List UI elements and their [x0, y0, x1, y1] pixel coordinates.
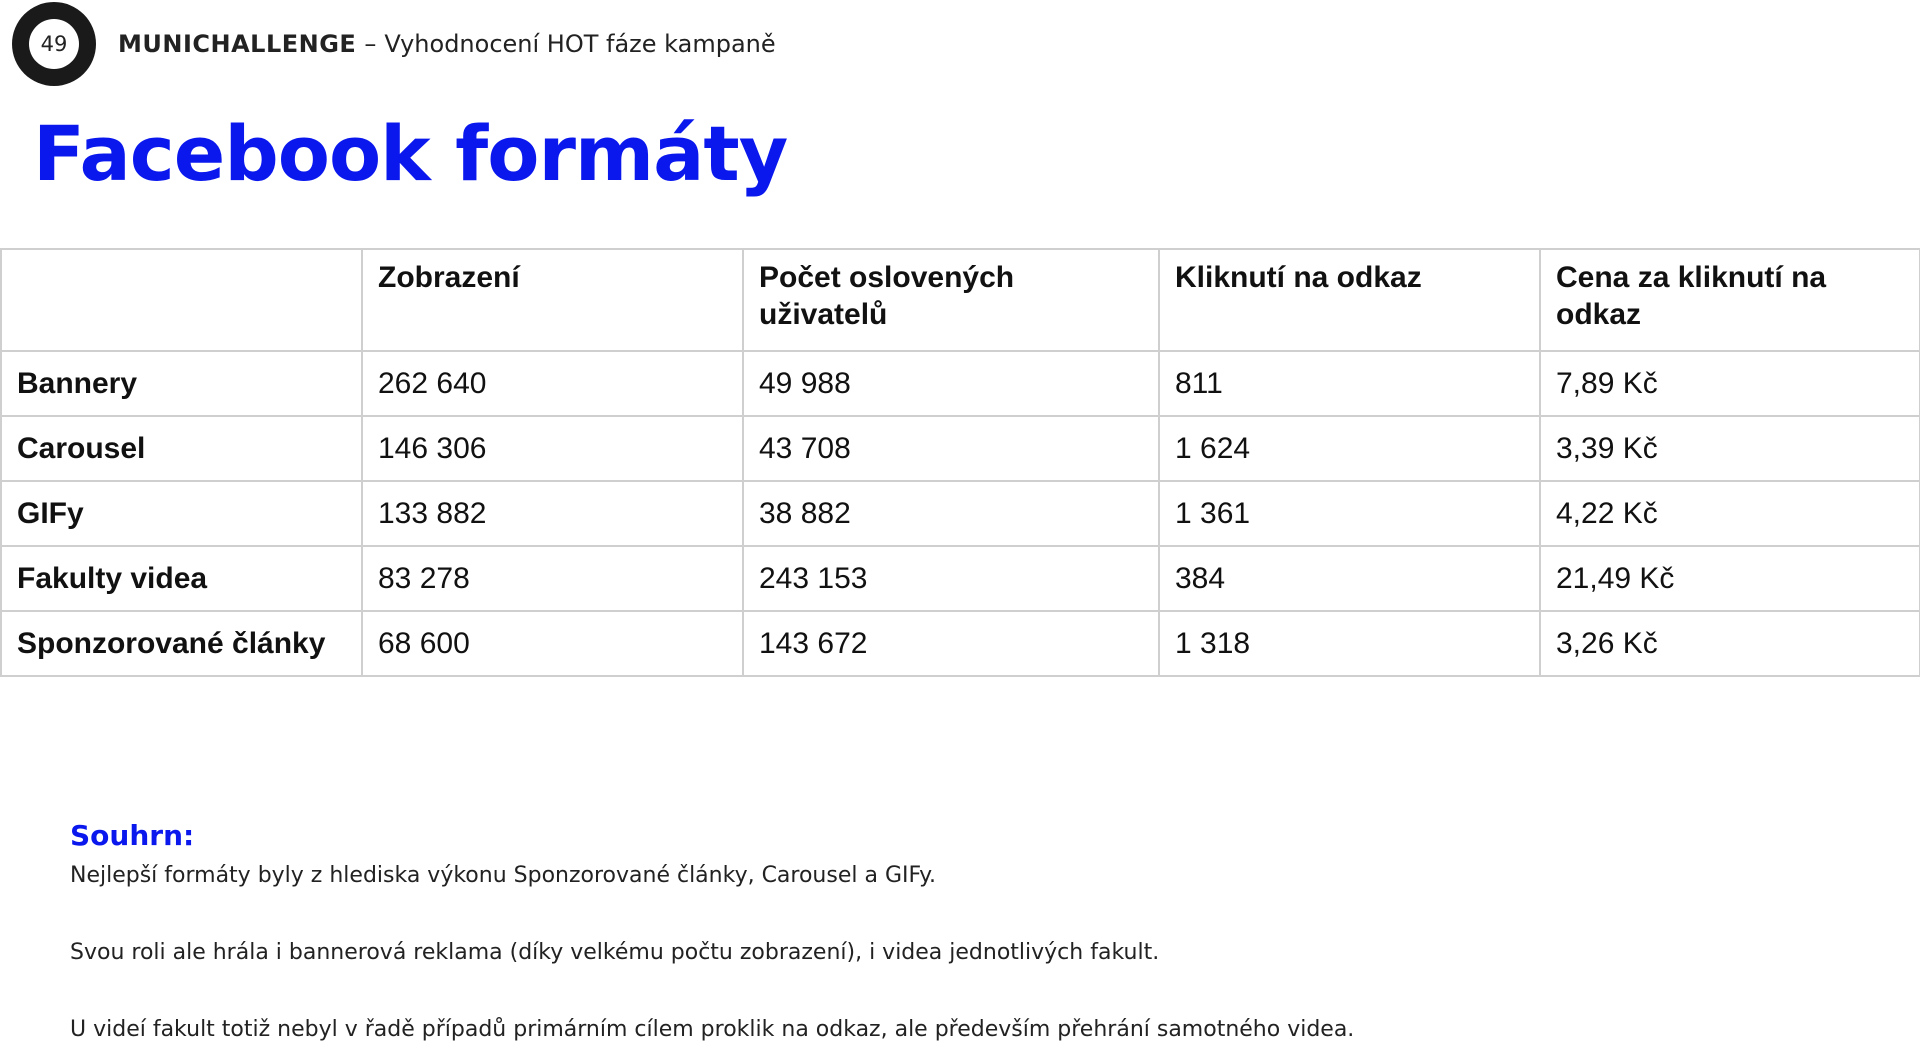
cell-impressions: 262 640: [362, 351, 743, 416]
header-subtitle: Vyhodnocení HOT fáze kampaně: [384, 30, 776, 58]
cell-cost-per-click: 4,22 Kč: [1540, 481, 1920, 546]
cell-cost-per-click: 3,26 Kč: [1540, 611, 1920, 676]
page-number: 49: [29, 19, 79, 69]
column-header-impressions: Zobrazení: [362, 249, 743, 351]
table-row: [1, 416, 1920, 481]
cell-cost-per-click: 3,39 Kč: [1540, 416, 1920, 481]
column-header-empty: [1, 249, 362, 351]
header-title: [118, 30, 776, 58]
cell-impressions: 83 278: [362, 546, 743, 611]
summary-paragraph: U videí fakult totiž nebyl v řadě případů primárním cílem proklik na odkaz, ale především přehrání samotného videa.: [70, 1017, 1355, 1042]
slide-header: [12, 2, 776, 86]
formats-table-wrapper: [0, 248, 1920, 677]
table-row: [1, 546, 1920, 611]
row-label: Sponzorované články: [1, 611, 362, 676]
cell-link-clicks: 811: [1159, 351, 1540, 416]
summary-paragraph: Nejlepší formáty byly z hlediska výkonu Sponzorované články, Carousel a GIFy.: [70, 863, 937, 888]
cell-reach: 43 708: [743, 416, 1159, 481]
header-brand: MUNICHALLENGE: [118, 30, 357, 58]
formats-table: [0, 248, 1920, 677]
page-title: Facebook formáty: [33, 109, 788, 198]
row-label: Fakulty videa: [1, 546, 362, 611]
row-label: Carousel: [1, 416, 362, 481]
cell-impressions: 133 882: [362, 481, 743, 546]
row-label: GIFy: [1, 481, 362, 546]
cell-impressions: 146 306: [362, 416, 743, 481]
summary-section: [70, 816, 1870, 1044]
table-row: [1, 481, 1920, 546]
cell-link-clicks: 1 624: [1159, 416, 1540, 481]
cell-reach: 143 672: [743, 611, 1159, 676]
cell-link-clicks: 1 361: [1159, 481, 1540, 546]
header-separator: –: [364, 30, 377, 58]
table-row: [1, 611, 1920, 676]
cell-cost-per-click: 7,89 Kč: [1540, 351, 1920, 416]
table-header-row: [1, 249, 1920, 351]
row-label: Bannery: [1, 351, 362, 416]
cell-link-clicks: 384: [1159, 546, 1540, 611]
column-header-cost-per-click: Cena za kliknutí na odkaz: [1540, 249, 1920, 351]
cell-reach: 49 988: [743, 351, 1159, 416]
summary-heading: Souhrn:: [70, 819, 195, 852]
cell-impressions: 68 600: [362, 611, 743, 676]
table-row: [1, 351, 1920, 416]
page-number-badge: [12, 2, 96, 86]
summary-paragraph: Svou roli ale hrála i bannerová reklama (díky velkému počtu zobrazení), i videa jednotlivých fakult.: [70, 940, 1160, 965]
column-header-link-clicks: Kliknutí na odkaz: [1159, 249, 1540, 351]
cell-link-clicks: 1 318: [1159, 611, 1540, 676]
cell-reach: 243 153: [743, 546, 1159, 611]
cell-reach: 38 882: [743, 481, 1159, 546]
cell-cost-per-click: 21,49 Kč: [1540, 546, 1920, 611]
column-header-reach: Počet oslovených uživatelů: [743, 249, 1159, 351]
